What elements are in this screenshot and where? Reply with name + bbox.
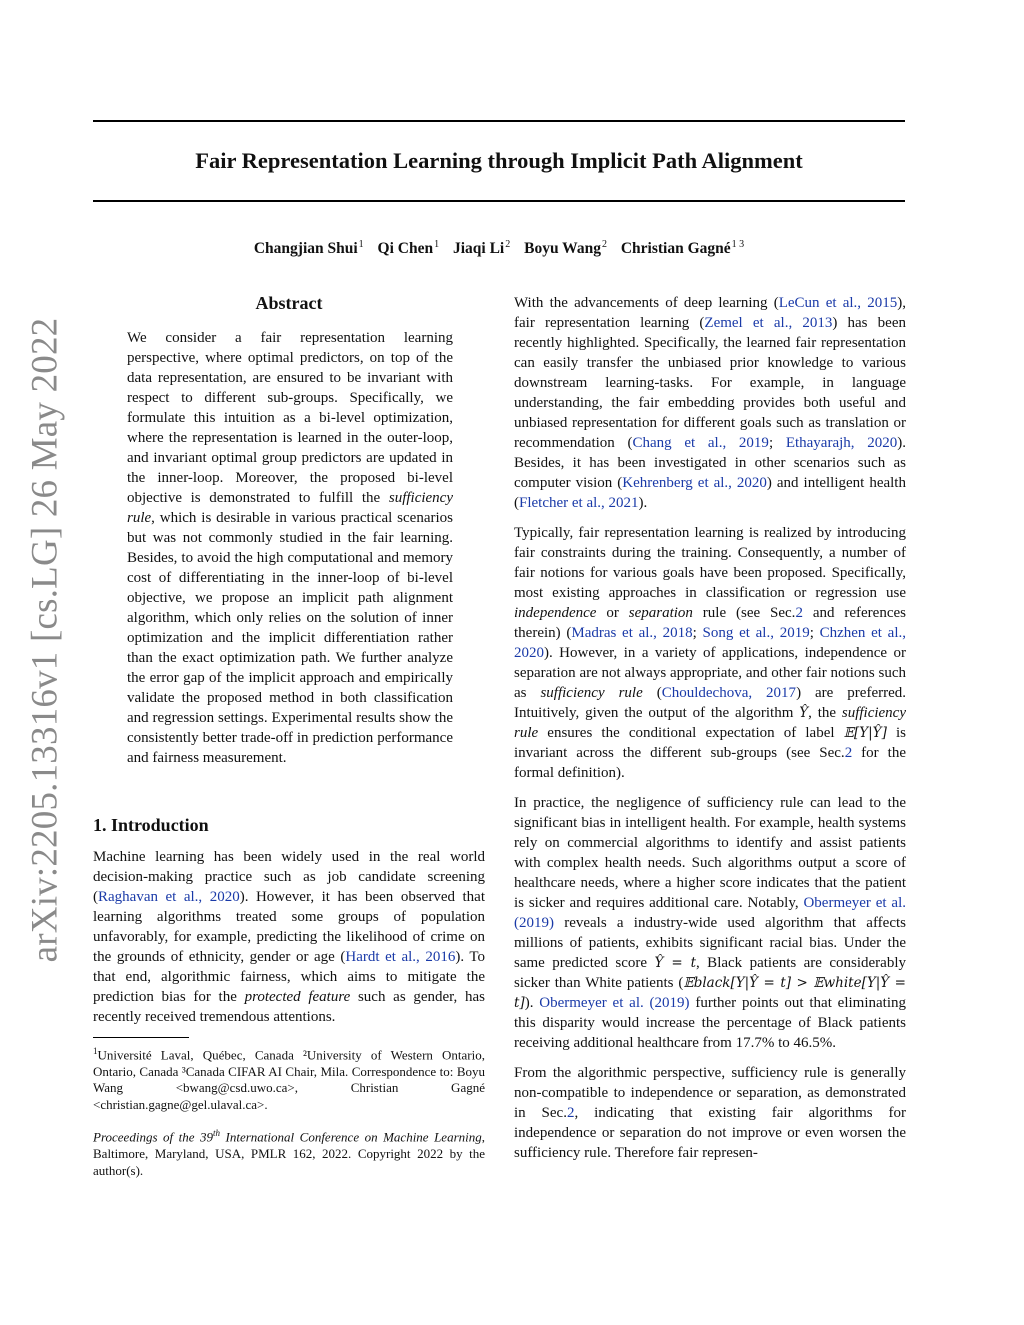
author-list	[93, 234, 905, 260]
citation-link[interactable]: Song et al., 2019	[702, 625, 810, 641]
math-inline: Ŷ = t	[654, 955, 697, 971]
author: Christian Gagné$^{1 3}$	[620, 239, 745, 258]
affiliation-footnote: $^1$Université Laval, Québec, Canada ²University of Western Ontario, Ontario, Canada ³Canada CIFAR AI Chair, Mila. Correspondence to: Boyu Wang <bwang@csd.uwo.ca>, Christian Gagné <christian.gagne@gel.ulaval.ca>.	[93, 1046, 485, 1112]
section-heading-introduction: 1. Introduction	[93, 815, 209, 835]
author: Qi Chen$^1$	[377, 239, 440, 258]
section-ref-link[interactable]: 2	[566, 1105, 575, 1121]
math-inline: 17.7%	[735, 1035, 775, 1051]
citation-link[interactable]: Chzhen et al., 2020	[514, 625, 906, 661]
paper-title: Fair Representation Learning through Implicit Path Alignment	[195, 148, 803, 173]
citation-link[interactable]: Chang et al., 2019	[632, 435, 769, 451]
title-rule-top	[93, 120, 905, 122]
author: Jiaqi Li$^2$	[452, 239, 511, 258]
math-inline: Ŷ	[799, 705, 809, 721]
section-ref-link[interactable]: 2	[795, 605, 803, 621]
math-inline: 𝔼[Y|Ŷ]	[843, 725, 887, 741]
intro-paragraph: Machine learning has been widely used in the real world decision-making practice such as job candidate screening (Raghavan et al., 2020). However, it has been observed that learning algorithms treated some groups of population unfavorably, for example, predicting the likelihood of crime on the grounds of ethnicity, gender or age (Hardt et al., 2016). To that end, algorithmic fairness, which aims to mitigate the prediction bias for the protected feature such as gender, has recently received tremendous attentions.	[93, 849, 485, 1025]
citation-link[interactable]: Kehrenberg et al., 2020	[622, 475, 767, 491]
citation-link[interactable]: Madras et al., 2018	[571, 625, 693, 641]
citation-link[interactable]: Chouldechova, 2017	[661, 685, 797, 701]
citation-link[interactable]: Ethayarajh, 2020	[785, 435, 898, 451]
abstract-heading: Abstract	[255, 293, 323, 313]
citation-link[interactable]: Obermeyer et al. (2019)	[539, 995, 690, 1011]
body-paragraph: Typically, fair representation learning is realized by introducing fair constraints during the training. Consequently, a number of fair notions for various goals have been proposed. Specifically, most existing approaches in classification or regression use independence or separation rule (see Sec.2 and references therein) (Madras et al., 2018; Song et al., 2019; Chzhen et al., 2020). However, in a variety of applications, independence or separation are not always appropriate, and other fair notions such as sufficiency rule (Chouldechova, 2017) are preferred. Intuitively, given the output of the algorithm Ŷ, the sufficiency rule ensures the conditional expectation of label 𝔼[Y|Ŷ] is invariant across the different sub-groups (see Sec.2 for the formal definition).	[514, 525, 906, 781]
math-inline: 46.5%	[793, 1035, 833, 1051]
math-inline: 𝔼black[Y|Ŷ = t] > 𝔼white[Y|Ŷ = t]	[514, 975, 906, 1011]
left-column	[93, 290, 485, 1191]
title-rule-bottom	[93, 200, 905, 202]
author: Boyu Wang$^2$	[524, 239, 607, 258]
body-paragraph: From the algorithmic perspective, sufficiency rule is generally non-compatible to independence or separation, as demonstrated in Sec.2, indicating that existing fair algorithms for independence or separation do not improve or even worsen the sufficiency rule. Therefore fair represen-	[514, 1065, 906, 1161]
body-paragraph: In practice, the negligence of sufficiency rule can lead to the significant bias in intelligent health. For example, health systems rely on commercial algorithms to identify and assist patients with complex health needs. Such algorithms output a score of healthcare needs, where a higher score indicates that the patient is sicker and requires additional care. Notably, Obermeyer et al. (2019) reveals a industry-wide used algorithm that affects millions of patients, exhibits significant racial bias. Under the same predicted score Ŷ = t, Black patients are considerably sicker than White patients (𝔼black[Y|Ŷ = t] > 𝔼white[Y|Ŷ = t]). Obermeyer et al. (2019) further points out that eliminating this disparity would increase the percentage of Black patients receiving additional healthcare from 17.7% to 46.5%.	[514, 795, 907, 1051]
author: Changjian Shui$^1$	[253, 239, 364, 258]
proceedings-footnote: Proceedings of the 39th International Conference on Machine Learning, Baltimore, Maryland, USA, PMLR 162, 2022. Copyright 2022 by the author(s).	[93, 1128, 485, 1178]
body-paragraph: With the advancements of deep learning (LeCun et al., 2015), fair representation learning (Zemel et al., 2013) has been recently highlighted. Specifically, the learned fair representation can easily transfer the unbiased prior knowledge to various downstream learning-tasks. For example, in language understanding, the fair embedding provides both useful and unbiased representation for different goals such as translation or recommendation (Chang et al., 2019; Ethayarajh, 2020). Besides, it has been investigated in other scenarios such as computer vision (Kehrenberg et al., 2020) and intelligent health (Fletcher et al., 2021).	[514, 295, 906, 511]
abstract-text: We consider a fair representation learning perspective, where optimal predictors, on top of the data representation, are ensured to be invariant with respect to different sub-groups. Specifically, we formulate this intuition as a bi-level optimization, where the representation is learned in the outer-loop, and invariant optimal group predictors are updated in the inner-loop. Moreover, the proposed bi-level objective is demonstrated to fulfill the sufficiency rule, which is desirable in various practical scenarios but was not commonly studied in the fair learning. Besides, to avoid the high computational and memory cost of differentiating in the inner-loop of bi-level objective, we propose an implicit path alignment algorithm, which only relies on the solution of inner optimization and the implicit differentiation rather than the exact optimization path. We further analyze the error gap of the implicit approach and empirically validate the proposed method in both classification and regression settings. Experimental results show the consistently better trade-off in prediction performance and fairness measurement.	[127, 330, 453, 766]
arxiv-identifier-stamp: arXiv:2205.13316v1 [cs.LG] 26 May 2022	[24, 317, 66, 963]
citation-link[interactable]: Obermeyer et al. (2019)	[514, 895, 906, 931]
citation-link[interactable]: Zemel et al., 2013	[704, 315, 833, 331]
citation-link[interactable]: Hardt et al., 2016	[345, 949, 456, 965]
footnote-divider	[93, 1037, 189, 1038]
citation-link[interactable]: Fletcher et al., 2021	[519, 495, 639, 511]
section-ref-link[interactable]: 2	[844, 745, 853, 761]
citation-link[interactable]: LeCun et al., 2015	[778, 295, 898, 311]
right-column	[514, 293, 906, 1173]
citation-link[interactable]: Raghavan et al., 2020	[98, 889, 240, 905]
